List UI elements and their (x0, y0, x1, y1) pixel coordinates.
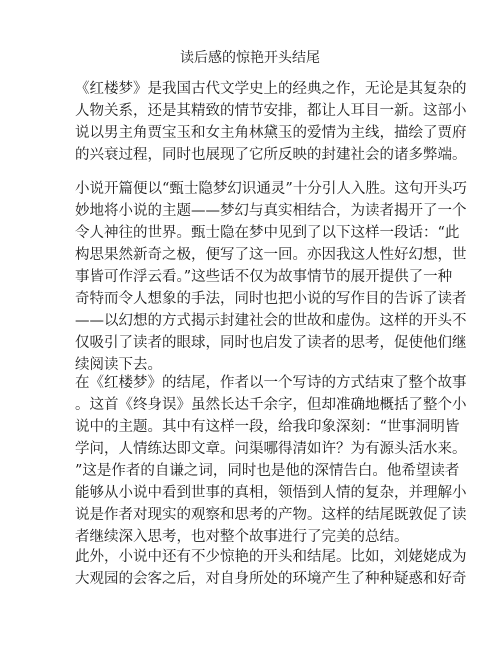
text-line: 学问，人情练达即文章。问渠哪得清如许？为有源头活水来。 (75, 441, 467, 457)
document-title: 读后感的惊艳开头结尾 (180, 50, 320, 66)
text-line: 者继续深入思考，也对整个故事进行了完美的总结。 (75, 529, 409, 545)
text-line: 人物关系，还是其精致的情节安排，都让人耳目一新。这部小 (75, 103, 467, 119)
text-line: 小说开篇便以“甄士隐梦幻识通灵”十分引人入胜。这句开头巧 (75, 181, 467, 197)
text-line: 的兴衰过程，同时也展现了它所反映的封建社会的诸多弊端。 (75, 147, 467, 163)
paragraph-ending (75, 372, 467, 548)
text-line: 能够从小说中看到世事的真相，领悟到人情的复杂，并理解小 (75, 485, 467, 501)
text-line: 续阅读下去。 (75, 357, 162, 373)
text-line: 说以男主角贾宝玉和女主角林黛玉的爱情为主线，描绘了贾府 (75, 125, 467, 141)
paragraph-opening (75, 178, 467, 376)
text-line: 说是作者对现实的观察和思考的产物。这样的结尾既敦促了读 (75, 507, 467, 523)
text-line: 说中的主题。其中有这样一段，给我印象深刻：“世事洞明皆 (75, 419, 460, 435)
paragraph-additional (75, 546, 467, 590)
text-line: 《红楼梦》是我国古代文学史上的经典之作，无论是其复杂的 (75, 81, 467, 97)
text-line: ”这是作者的自谦之词，同时也是他的深情告白。他希望读者 (75, 463, 460, 479)
text-line: 大观园的会客之后，对自身所处的环境产生了种种疑惑和好奇 (75, 571, 467, 587)
text-line: 。这首《终身误》虽然长达千余字，但却准确地概括了整个小 (75, 397, 467, 413)
text-line: ——以幻想的方式揭示封建社会的世故和虚伪。这样的开头不 (75, 313, 467, 329)
text-line: 构思果然新奇之极，便写了这一回。亦因我这人性好幻想，世 (75, 247, 467, 263)
text-line: 奇特而令人想象的手法，同时也把小说的写作目的告诉了读者 (75, 291, 467, 307)
text-line: 在《红楼梦》的结尾，作者以一个写诗的方式结束了整个故事 (75, 375, 467, 391)
text-line: 仅吸引了读者的眼球，同时也启发了读者的思考，促使他们继 (75, 335, 467, 351)
paragraph-intro (75, 78, 467, 166)
text-line: 令人神往的世界。甄士隐在梦中见到了以下这样一段话：“此 (75, 225, 460, 241)
text-line: 妙地将小说的主题——梦幻与真实相结合，为读者揭开了一个 (75, 203, 467, 219)
text-line: 此外，小说中还有不少惊艳的开头和结尾。比如，刘姥姥成为 (75, 549, 467, 565)
text-line: 事皆可作浮云看。”这些话不仅为故事情节的展开提供了一种 (75, 269, 453, 285)
